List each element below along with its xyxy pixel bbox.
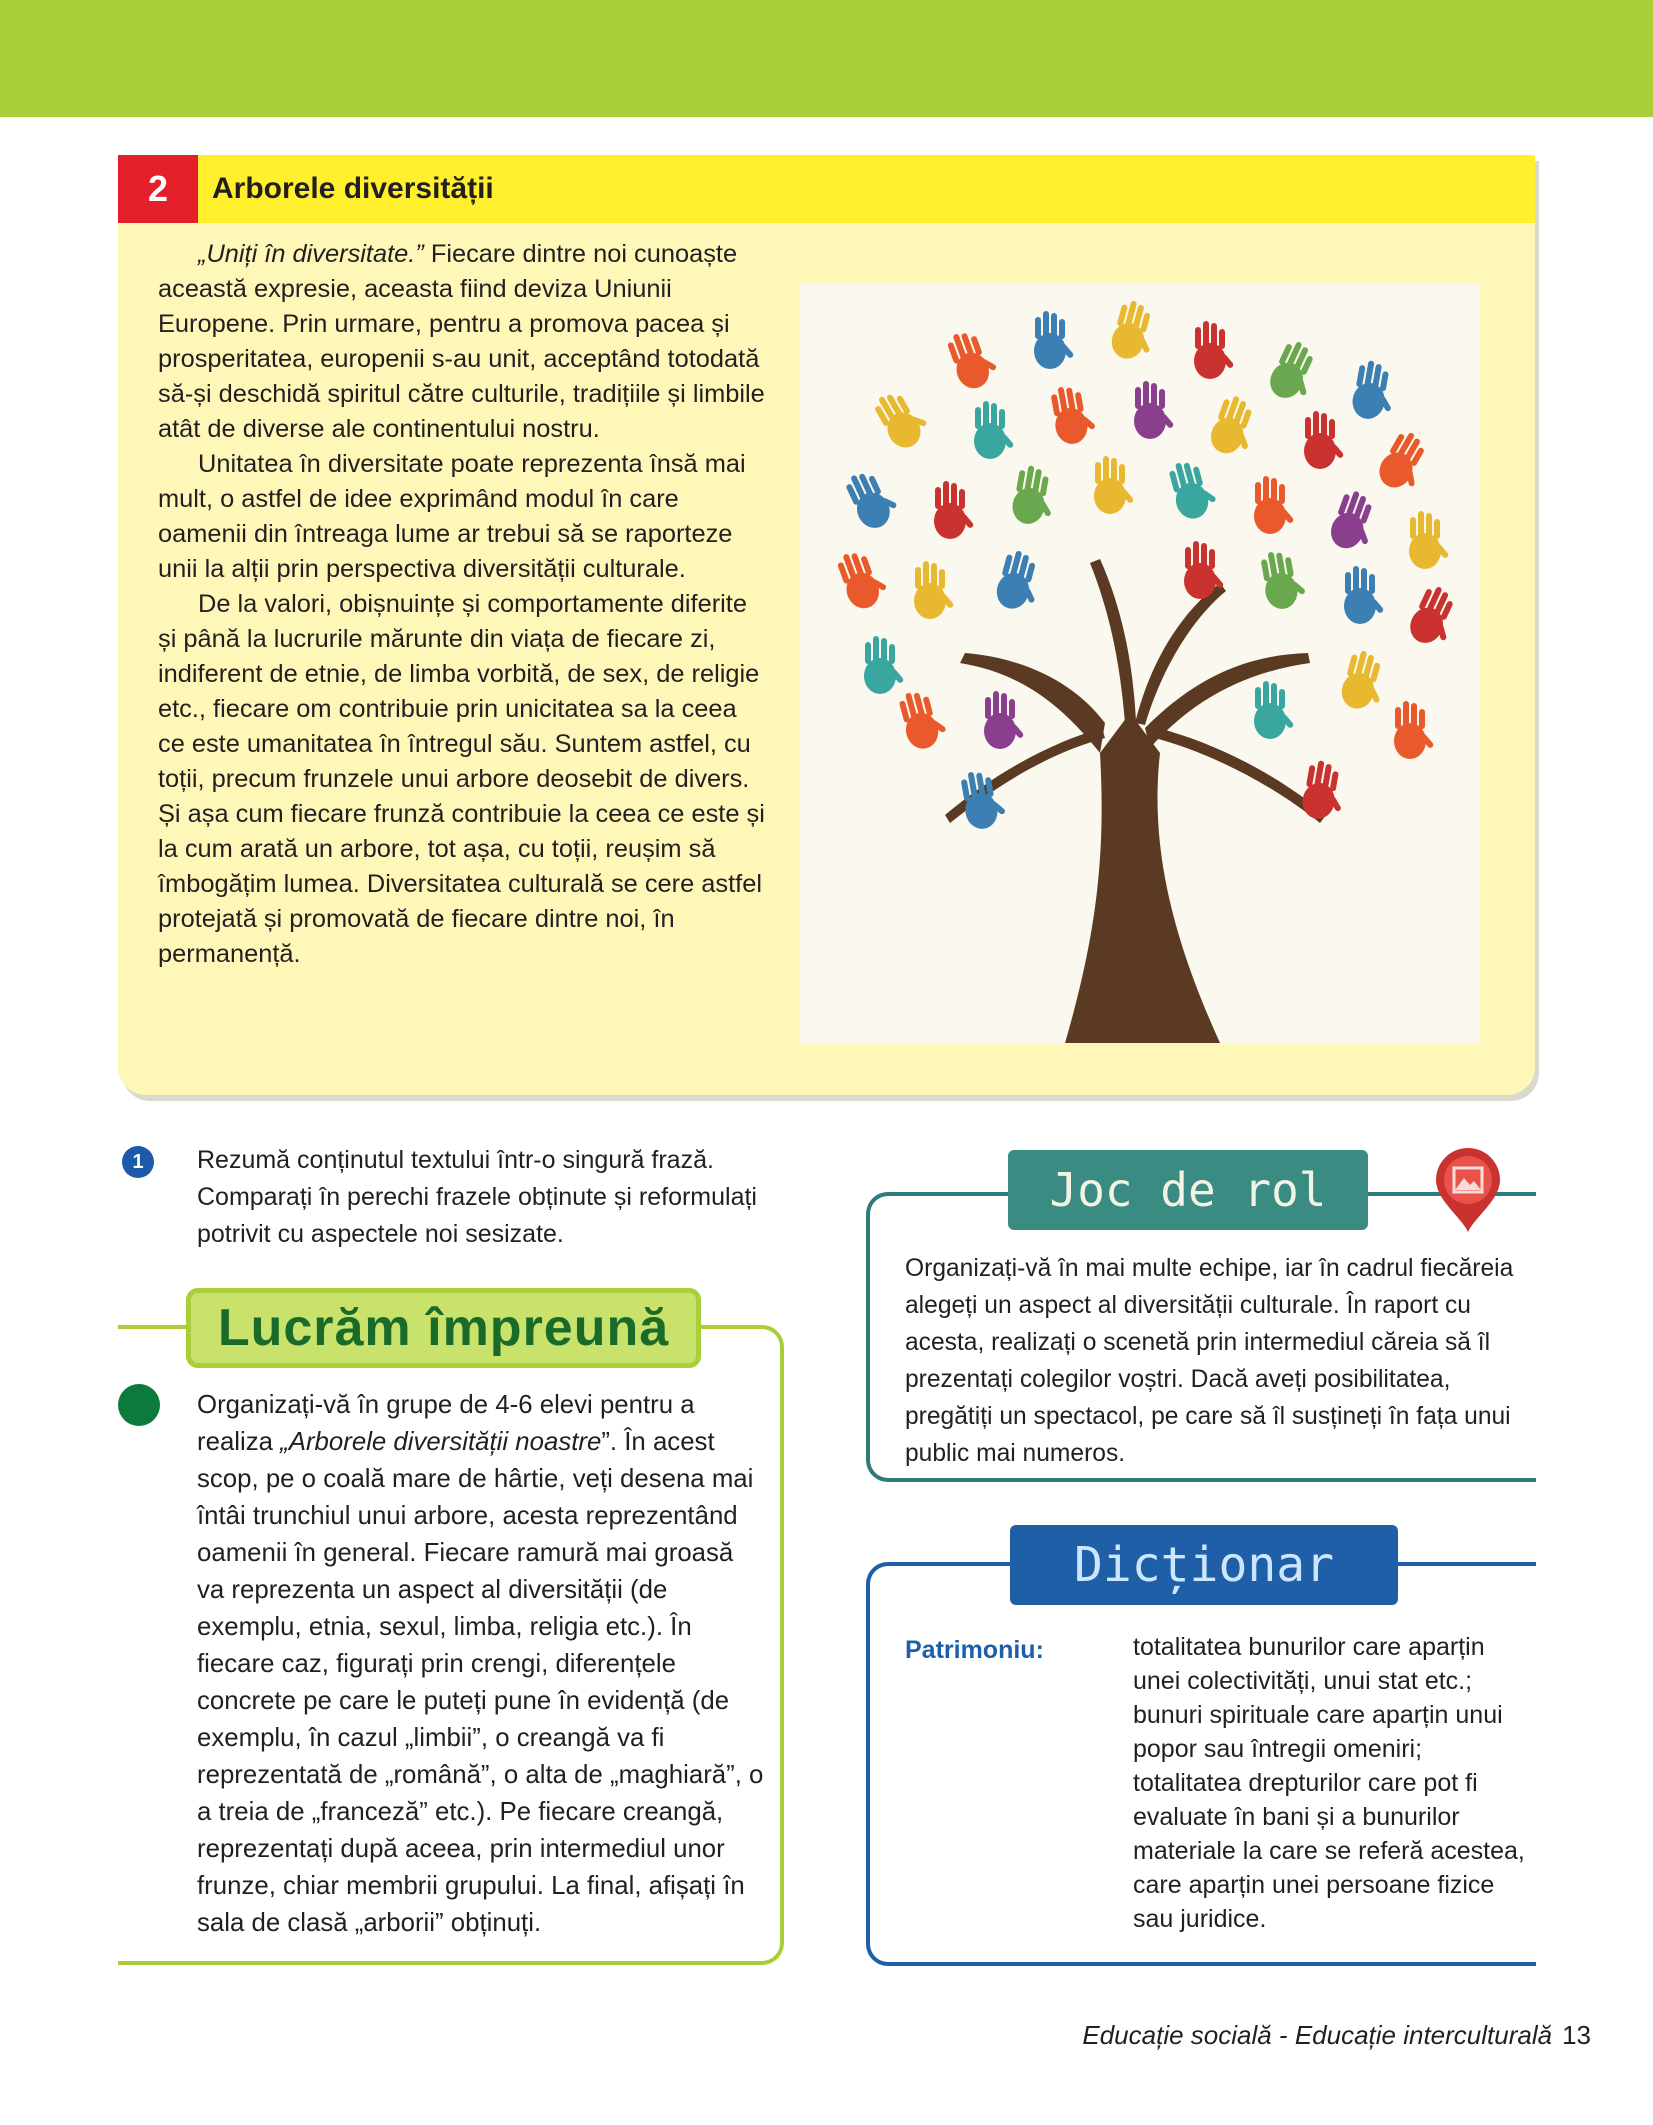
joc-title: Joc de rol [1049, 1163, 1327, 1217]
section-title: Arborele diversității [212, 172, 494, 205]
lucram-text-emphasis: „Arborele diversității noastre [280, 1428, 602, 1456]
lucram-text [197, 1387, 767, 1942]
dictionar-term: Patrimoniu: [905, 1636, 1044, 1664]
map-pin-icon [1432, 1148, 1504, 1234]
page-number: 13 [1562, 2020, 1591, 2050]
section-number: 2 [118, 155, 198, 223]
footer-text: Educație socială - Educație interculturală [1082, 2020, 1553, 2050]
question-text: Rezumă conținutul textului într-o singură frază. Comparați în perechi frazele obținute și reformulați potrivit cu aspectele noi sesizate. [197, 1146, 757, 1248]
lucram-text-b: ”. În acest scop, pe o coală mare de hârtie, veți desena mai întâi trunchiul unui arbore, acesta reprezentând oamenii în general. Fiecare ramură mai groasă va reprezenta un aspect al diversității (de exemplu, etnia, sexul, limba, religia etc.). În fiecare caz, figurați prin crengi, diferențele concrete pe care le puteți pune în evidență (de exemplu, în cazul „limbii”, o creangă va fi reprezentată de „română”, o alta de „maghiară”, o a treia de „franceză” etc.). Pe fiecare creangă, reprezentați după aceea, prin intermediul unor frunze, chiar membrii grupului. La final, afișați în sala de clasă „arborii” obținuți. [197, 1428, 764, 1937]
top-green-bar [0, 0, 1653, 117]
dictionar-title: Dicționar [1073, 1537, 1335, 1593]
dictionar-banner [1010, 1525, 1398, 1605]
lucram-bullet-icon [118, 1384, 160, 1426]
lucram-banner [186, 1288, 701, 1368]
section-paragraph [158, 237, 768, 447]
dictionar-definition: totalitatea bunurilor care aparțin unei colectivități, unui stat etc.; bunuri spirituale care aparțin unui popor sau întregii omeniri; totalitatea drepturilor care pot fi evaluate în bani și a bunurilor materiale la care se referă acestea, care aparțin unei persoane fizice sau juridice. [1133, 1633, 1525, 1933]
lucram-title: Lucrăm împreună [217, 1299, 670, 1357]
section-quote: „Uniți în diversitate.” [198, 240, 424, 268]
lucram-text-a: Organizați-vă în grupe de 4-6 elevi pentru a realiza [197, 1391, 695, 1456]
joc-banner [1008, 1150, 1368, 1230]
joc-text: Organizați-vă în mai multe echipe, iar în cadrul fiecăreia alegeți un aspect al diversității culturale. În raport cu acesta, realizați o scenetă prin intermediul căreia să îl prezentați colegilor voștri. Dacă aveți posibilitatea, pregătiți un spectacol, pe care să îl susțineți în fața unui public mai numeros. [905, 1255, 1514, 1467]
section-paragraph: Unitatea în diversitate poate reprezenta însă mai mult, o astfel de idee exprimând modul în care oamenii din întreaga lume ar trebui să se raporteze unii la alții prin perspectiva diversității culturale. [158, 450, 746, 583]
section-paragraph: De la valori, obișnuințe și comportamente diferite și până la lucrurile mărunte din viața de fiecare zi, indiferent de etnie, de limba vorbită, de sex, de religie etc., fiecare om contribuie prin unicitatea sa la ceea ce este umanitatea în întregul său. Suntem astfel, cu toții, precum frunzele unui arbore deosebit de divers. Și așa cum fiecare frunză contribuie la ceea ce este și la cum arată un arbore, tot așa, cu toții, reușim să îmbogățim lumea. Diversitatea culturală se cere astfel protejată și promovată de fiecare dintre noi, în permanență. [158, 590, 765, 968]
section-body [158, 237, 768, 972]
section-paragraph-text: Fiecare dintre noi cunoaște această expresie, aceasta fiind deviza Uniunii Europene. Prin urmare, pentru a promova pacea și prosperitatea, europenii s-au unit, acceptând totodată să-și deschidă spiritul către culturile, tradițiile și limbile atât de diverse ale continentului nostru. [158, 240, 765, 443]
question-number-badge: 1 [122, 1146, 154, 1178]
hand-print-tree-icon [800, 283, 1480, 1043]
page-footer [1082, 2020, 1591, 2051]
